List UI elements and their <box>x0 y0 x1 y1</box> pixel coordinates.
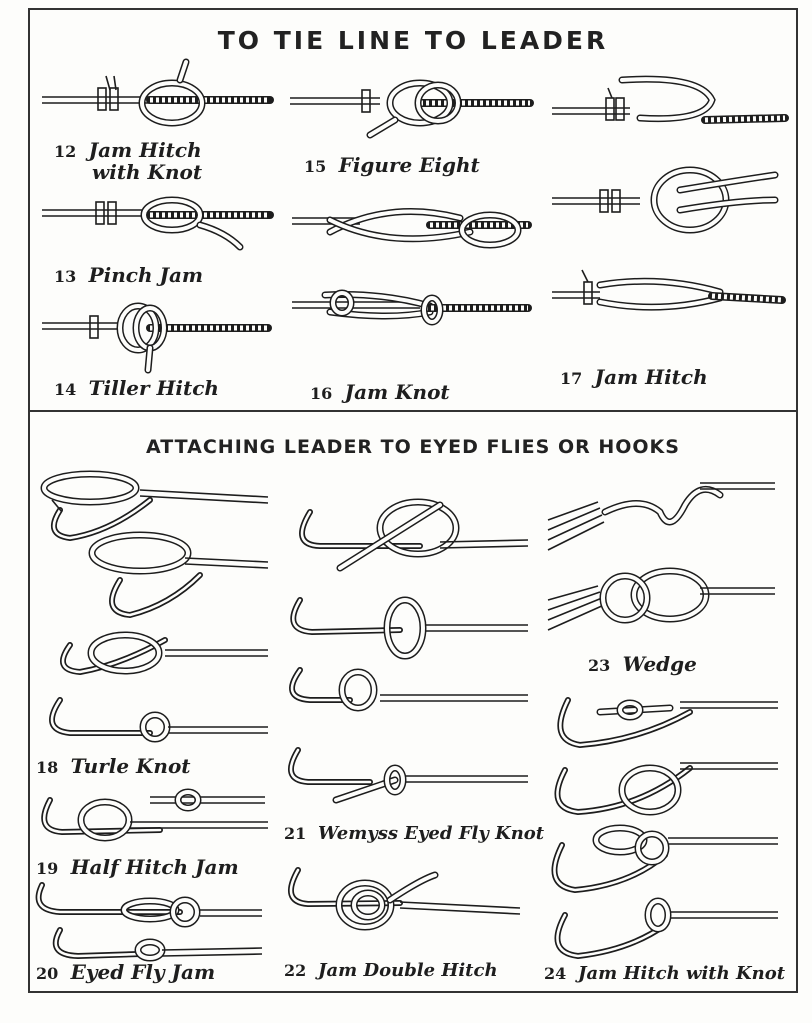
knot-illustration-14 <box>42 306 268 370</box>
knot-illustration-13 <box>42 200 270 247</box>
knot-label-17 <box>560 365 708 389</box>
knot-name: Pinch Jam <box>88 263 204 287</box>
knot-name: Wemyss Eyed Fly Knot <box>318 823 545 844</box>
knot-label-12 <box>54 138 202 162</box>
heading-line-to-leader: TO TIE LINE TO LEADER <box>217 26 609 55</box>
knot-label-24 <box>544 963 785 984</box>
knot-number: 15 <box>304 157 327 176</box>
knot-label-19 <box>36 855 239 879</box>
knot-name: Wedge <box>622 652 697 676</box>
knot-label-13 <box>54 263 203 287</box>
knot-name: Turle Knot <box>70 754 191 778</box>
knot-number: 19 <box>36 859 59 878</box>
knot-number: 18 <box>36 758 59 777</box>
knot-number: 16 <box>310 384 333 403</box>
knot-illustration-17c <box>552 270 782 307</box>
knot-illustration-21 <box>291 502 528 800</box>
knot-name: Half Hitch Jam <box>70 855 239 879</box>
knot-number: 14 <box>54 380 77 399</box>
knot-illustration-18 <box>44 474 268 739</box>
knot-label-20 <box>36 960 215 984</box>
knot-illustration-15 <box>290 83 530 135</box>
knot-illustration-17 <box>552 79 785 120</box>
knot-number: 23 <box>588 656 611 675</box>
knot-name-line2: with Knot <box>92 160 203 184</box>
knot-illustration-19 <box>44 792 268 838</box>
knot-name: Jam Hitch with Knot <box>578 963 786 984</box>
knot-number: 22 <box>284 961 307 980</box>
knot-illustration-20 <box>39 885 262 958</box>
knot-illustration-15b <box>292 212 528 245</box>
knot-name-line1: Jam Hitch <box>88 138 202 162</box>
knot-illustration-23 <box>548 483 775 630</box>
knot-number: 24 <box>544 964 567 983</box>
knot-label-23 <box>588 652 697 676</box>
knot-label-21 <box>284 823 544 844</box>
knot-name: Figure Eight <box>338 153 480 177</box>
knot-illustration-22 <box>291 870 520 927</box>
knot-illustration-24 <box>554 700 778 956</box>
knot-illustration-16 <box>292 293 528 322</box>
knot-label-15 <box>304 153 480 177</box>
knot-label-16 <box>310 380 450 404</box>
knot-number: 20 <box>36 964 59 983</box>
knot-illustration-12 <box>42 62 270 123</box>
knot-name: Jam Knot <box>344 380 450 404</box>
heading-leader-to-flies: ATTACHING LEADER TO EYED FLIES OR HOOKS <box>146 436 680 458</box>
knot-illustration-17b <box>552 170 775 230</box>
knot-label-14 <box>54 376 219 400</box>
knot-label-18 <box>36 754 191 778</box>
knot-name: Jam Hitch <box>594 365 708 389</box>
knot-number: 13 <box>54 267 77 286</box>
knot-number: 12 <box>54 142 77 161</box>
knot-name: Tiller Hitch <box>88 376 219 400</box>
knot-number: 21 <box>284 824 307 843</box>
knot-number: 17 <box>560 369 583 388</box>
knot-name: Eyed Fly Jam <box>70 960 216 984</box>
knot-label-22 <box>284 960 498 981</box>
knot-label-12-line2 <box>92 160 202 184</box>
knot-name: Jam Double Hitch <box>318 960 498 981</box>
